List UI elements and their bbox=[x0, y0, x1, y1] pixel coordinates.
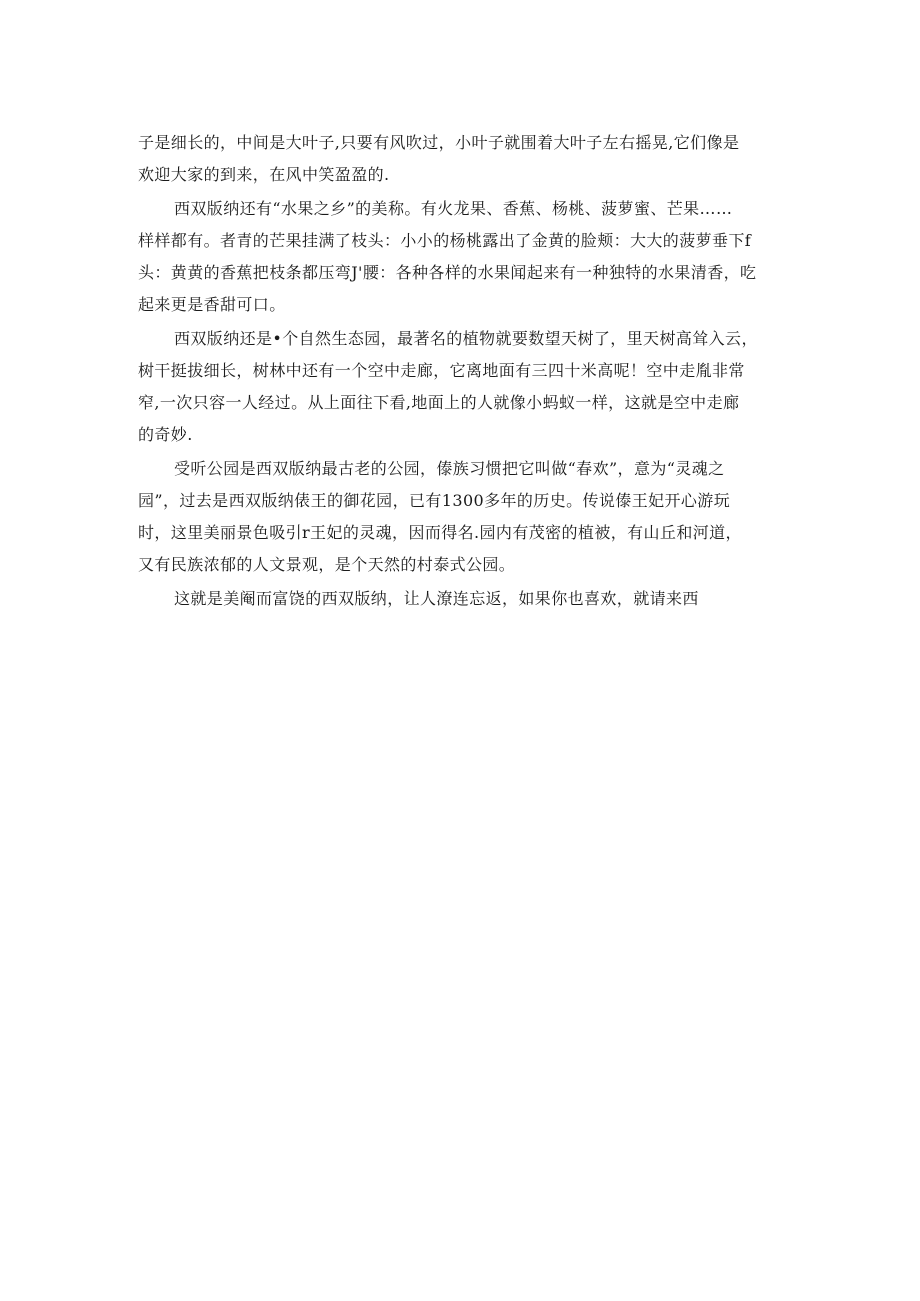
text-line: 的奇妙. bbox=[138, 425, 193, 444]
text-line: 又有民族浓郁的人文景观，是个天然的村泰式公园。 bbox=[138, 555, 516, 574]
paragraph-ancient-park bbox=[138, 453, 788, 581]
text-line: 西双版纳还是•个自然生态园，最著名的植物就要数望天树了，里天树高耸入云， bbox=[174, 329, 758, 348]
paragraph-fruit-hometown bbox=[138, 193, 788, 321]
paragraph-conclusion bbox=[138, 583, 788, 615]
text-line: 树干挺拔细长，树林中还有一个空中走廊，它离地面有三四十米高呢！空中走胤非常 bbox=[138, 361, 745, 380]
text-line: 这就是美阉而富饶的西双版纳，让人潦连忘返，如果你也喜欢，就请来西 bbox=[174, 589, 699, 608]
text-line: 欢迎大家的到来，在风中笑盈盈的. bbox=[138, 165, 390, 184]
text-line: 子是细长的，中间是大叶子,只要有风吹过，小叶子就围着大叶子左右摇晃,它们像是 bbox=[138, 133, 740, 152]
text-line: 头：黄黄的香蕉把枝条都压弯J'腰：各种各样的水果闻起来有一种独特的水果清香，吃 bbox=[138, 263, 757, 282]
text-line: 起来更是香甜可口。 bbox=[138, 295, 286, 314]
text-line: 园”，过去是西双版纳俵王的御花园，已有1300多年的历史。传说傣王妃开心游玩 bbox=[138, 491, 731, 510]
paragraph-ecological-park bbox=[138, 323, 788, 451]
text-line: 样样都有。者青的芒果挂满了枝头：小小的杨桃露出了金黄的脸颊：大大的菠萝垂下f bbox=[138, 231, 752, 250]
paragraph-leaf-description bbox=[138, 127, 788, 191]
document-body bbox=[138, 127, 788, 615]
text-line: 时，这里美丽景色吸引r王妃的灵魂，因而得名.园内有茂密的植被，有山丘和河道， bbox=[138, 523, 742, 542]
text-line: 窄,一次只容一人经过。从上面往下看,地面上的人就像小蚂蚁一样，这就是空中走廊 bbox=[138, 393, 740, 412]
text-line: 西双版纳还有“水果之乡”的美称。有火龙果、香蕉、杨桃、菠萝蜜、芒果…… bbox=[174, 199, 733, 218]
text-line: 受听公园是西双版纳最古老的公园，傣族习惯把它叫做“春欢”，意为“灵魂之 bbox=[174, 459, 725, 478]
